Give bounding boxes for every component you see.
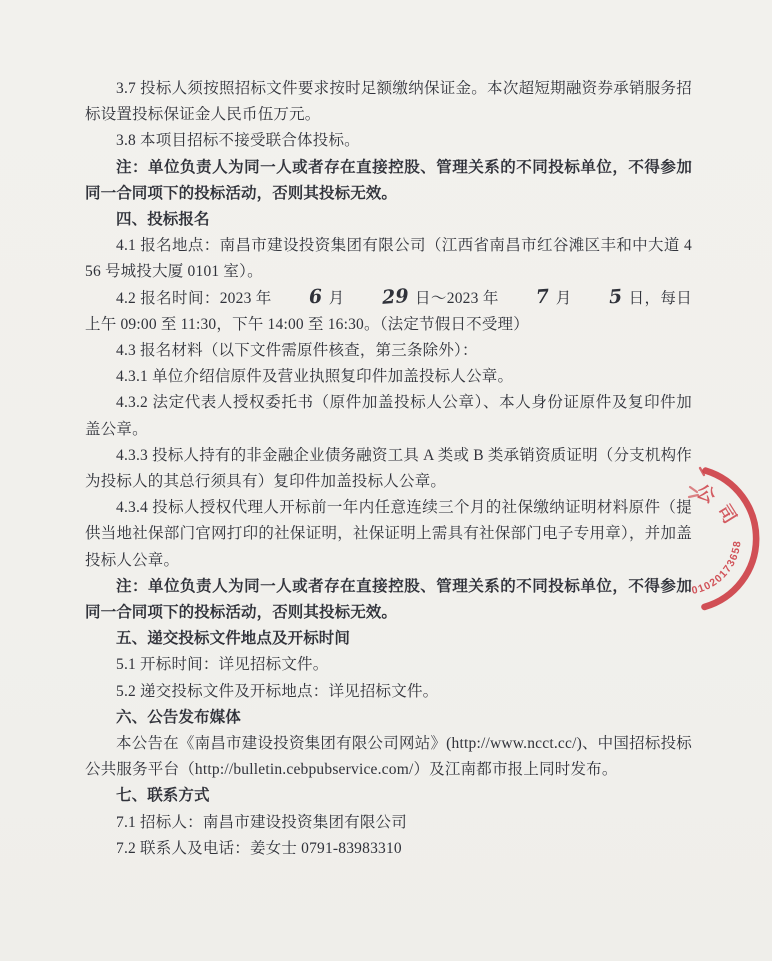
clause-7-2: 7.2 联系人及电话：姜女士 0791-83983310 (116, 839, 402, 857)
text-segment: 4.2 报名时间：2023 年 (116, 289, 276, 307)
section-5-heading: 五、递交投标文件地点及开标时间 (116, 630, 351, 648)
section-4-heading: 四、投标报名 (116, 211, 210, 229)
note-same-person-2: 注：单位负责人为同一人或者存在直接控股、管理关系的不同投标单位，不得参加同一合同项下的投标活动，否则其投标无效。 (85, 577, 692, 622)
clause-4-2-registration-time (85, 286, 692, 338)
clause-4-3-1: 4.3.1 单位介绍信原件及营业执照复印件加盖投标人公章。 (116, 368, 514, 386)
stamp-character-2: 司 (713, 501, 741, 527)
clause-4-1: 4.1 报名地点：南昌市建设投资集团有限公司（江西省南昌市红谷滩区丰和中大道 456 号城投大厦 0101 室）。 (85, 237, 692, 281)
stamp-ring-arc (705, 471, 757, 607)
handwritten-date-number: 7 (535, 285, 551, 308)
stamp-fragment-stroke (700, 468, 704, 475)
section-6-heading: 六、公告发布媒体 (116, 708, 241, 726)
document-body (85, 76, 692, 862)
clause-5-1: 5.1 开标时间：详见招标文件。 (116, 656, 329, 674)
clause-4-3-3: 4.3.3 投标人持有的非金融企业债务融资工具 A 类或 B 类承销资质证明（分支机构作为投标人的其总行须具有）复印件加盖投标人公章。 (85, 446, 692, 491)
clause-5-2: 5.2 递交投标文件及开标地点：详见招标文件。 (116, 682, 439, 700)
handwritten-date-number: 6 (308, 285, 324, 308)
clause-4-3-2: 4.3.2 法定代表人授权委托书（原件加盖投标人公章）、本人身份证原件及复印件加盖公章。 (85, 394, 692, 438)
section-7-heading: 七、联系方式 (116, 787, 210, 805)
clause-3-8: 3.8 本项目招标不接受联合体投标。 (116, 132, 360, 150)
clause-4-3-4: 4.3.4 投标人授权代理人开标前一年内任意连续三个月的社保缴纳证明材料原件（提供当地社保部门官网打印的社保证明，社保证明上需具有社保部门电子专用章），并加盖投标人公章。 (85, 499, 692, 569)
handwritten-date-number: 5 (608, 285, 624, 308)
text-segment: 月 (551, 289, 576, 307)
text-segment: 日，每日上午 09:00 至 11:30，下午 14:00 至 16:30。（法定节假日不受理） (85, 289, 692, 333)
clause-7-1: 7.1 招标人：南昌市建设投资集团有限公司 (116, 813, 407, 831)
text-segment: 月 (324, 289, 349, 307)
handwritten-date-number: 29 (381, 284, 410, 309)
text-segment: 日～2023 年 (410, 289, 504, 307)
stamp-serial-number: 01020173658 (690, 539, 744, 597)
note-same-person: 注：单位负责人为同一人或者存在直接控股、管理关系的不同投标单位，不得参加同一合同项下的投标活动，否则其投标无效。 (85, 158, 692, 202)
clause-4-3: 4.3 报名材料（以下文件需原件核查，第三条除外）： (116, 342, 478, 360)
clause-6-body: 本公告在《南昌市建设投资集团有限公司网站》(http://www.ncct.cc/)、中国招标投标公共服务平台（http://bulletin.cebpubservice.com/）及江南都市报上同时发布。 (85, 735, 692, 779)
clause-3-7: 3.7 投标人须按照招标文件要求按时足额缴纳保证金。本次超短期融资券承销服务招标设置投标保证金人民币伍万元。 (85, 80, 692, 124)
stamp-character-1: 公 (693, 481, 719, 507)
